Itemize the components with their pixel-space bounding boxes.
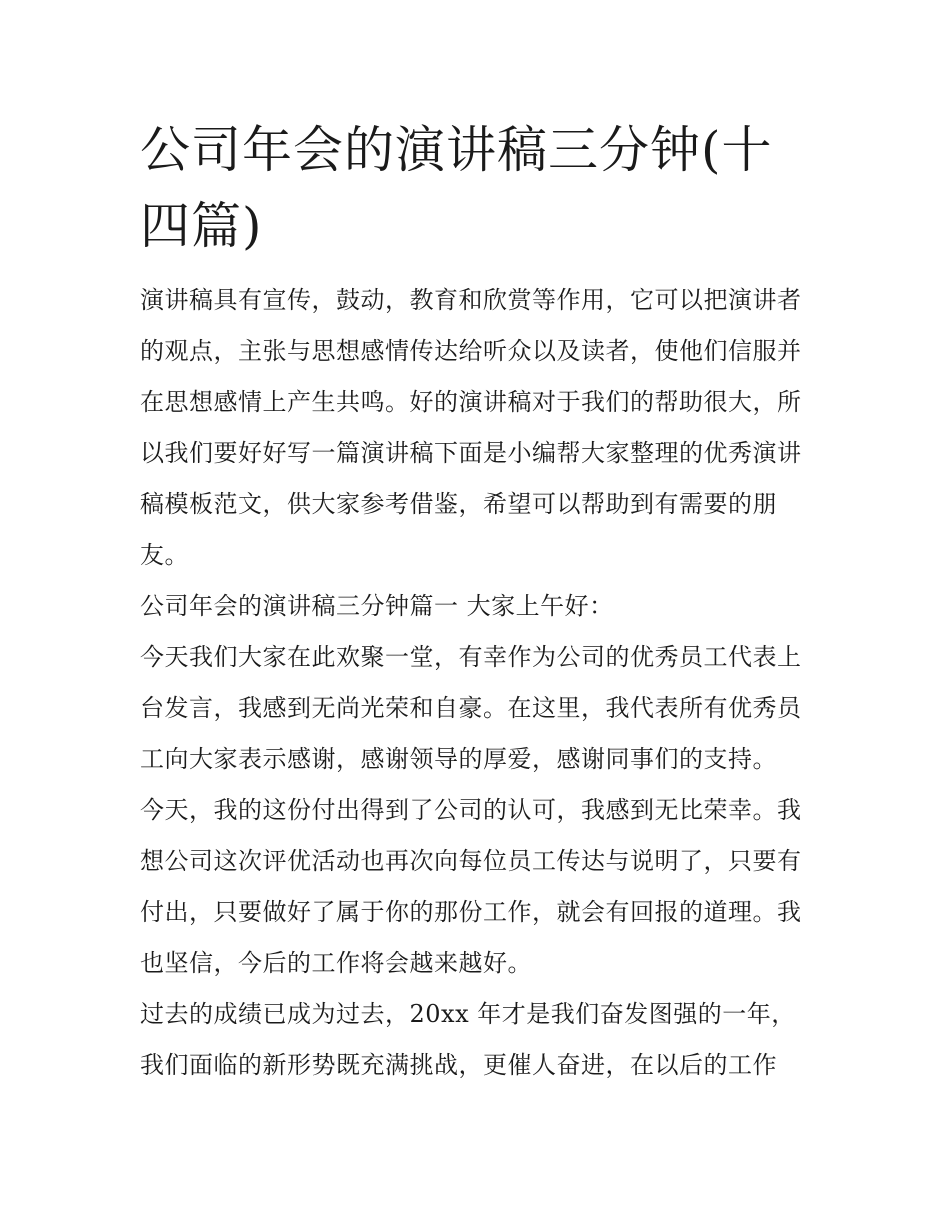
paragraph-line: 在思想感情上产生共鸣。好的演讲稿对于我们的帮助很大，所 (140, 388, 802, 416)
document-title: 公司年会的演讲稿三分钟(十四篇) (140, 121, 773, 255)
section-heading-line: 公司年会的演讲稿三分钟篇一 大家上午好： (140, 592, 614, 620)
paragraph-line: 稿模板范文，供大家参考借鉴，希望可以帮助到有需要的朋 (140, 490, 777, 518)
paragraph-line: 演讲稿具有宣传，鼓动，教育和欣赏等作用，它可以把演讲者 (140, 286, 802, 314)
paragraph-line: 的观点，主张与思想感情传达给听众以及读者，使他们信服并 (140, 337, 802, 365)
paragraph-line: 付出，只要做好了属于你的那份工作，就会有回报的道理。我 (140, 898, 802, 926)
paragraph-line: 想公司这次评优活动也再次向每位员工传达与说明了，只要有 (140, 847, 802, 875)
paragraph-line: 以我们要好好写一篇演讲稿下面是小编帮大家整理的优秀演讲 (140, 439, 802, 467)
paragraph-line: 也坚信，今后的工作将会越来越好。 (140, 949, 532, 977)
paragraph-line: 友。 (140, 541, 189, 569)
paragraph-line: 今天，我的这份付出得到了公司的认可，我感到无比荣幸。我 (140, 796, 802, 824)
paragraph-line: 过去的成绩已成为过去，20xx 年才是我们奋发图强的一年， (140, 1000, 796, 1028)
paragraph-line: 我们面临的新形势既充满挑战，更催人奋进，在以后的工作 (140, 1051, 777, 1079)
paragraph-line: 工向大家表示感谢，感谢领导的厚爱，感谢同事们的支持。 (140, 745, 777, 773)
paragraph-line: 今天我们大家在此欢聚一堂，有幸作为公司的优秀员工代表上 (140, 643, 802, 671)
paragraph-line: 台发言，我感到无尚光荣和自豪。在这里，我代表所有优秀员 (140, 694, 802, 722)
